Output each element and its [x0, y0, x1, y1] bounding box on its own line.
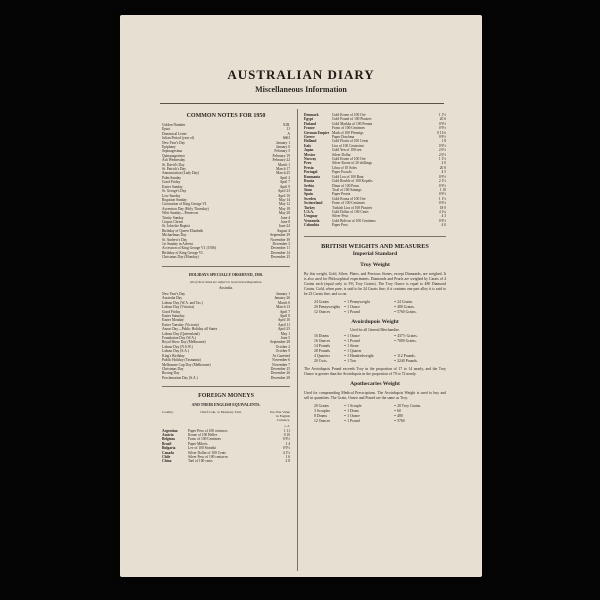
apothecaries-row-col1: 8 Drams — [314, 413, 327, 418]
currency-row-col3: 4 0 — [441, 223, 446, 228]
currency-row-col3: 20 6 — [439, 117, 446, 122]
holiday-row-label: Foundation Day (W.A.) — [162, 336, 197, 341]
foreign-moneys-title: FOREIGN MONEYS — [198, 393, 254, 400]
holiday-row-value: March 13 — [276, 305, 290, 310]
currency-row-col2: Gold Bolivar of 100 Centimos — [332, 218, 376, 223]
currency-row-col1: Greece — [304, 135, 315, 140]
avoirdupois-row-col2: = 1 Stone — [344, 343, 359, 348]
common-note-row-value: February 19 — [272, 153, 290, 158]
money-row-col1: Chile — [162, 454, 171, 459]
common-note-row-value: February 5 — [274, 149, 290, 154]
common-note-row-label: Birthday of Queen Elizabeth — [162, 228, 204, 233]
currency-row — [304, 223, 446, 227]
money-row-col1: Brazil — [162, 441, 172, 446]
currency-row-col2: Gold Krone of 100 Ore — [332, 157, 366, 162]
common-note-row-label: Corpus Christi — [162, 219, 184, 224]
troy-row-col1: 20 Pennyweights — [314, 304, 341, 309]
apothecaries-row — [304, 419, 446, 424]
currency-row-col1: Colombia — [304, 223, 319, 228]
currency-row-col3: 2 1½ — [438, 179, 446, 184]
currency-row-col3: 0 9½ — [438, 183, 446, 188]
currency-units: s. d. — [284, 424, 290, 429]
common-note-row-label: Low Sunday — [162, 193, 181, 198]
common-note-row-label: Rogation Sunday — [162, 197, 187, 202]
common-note-row-label: Epiphany — [162, 145, 176, 150]
currency-row-col3: 20 0 — [439, 165, 446, 170]
common-note-row-value: May 18 — [278, 206, 290, 211]
common-note-row-label: St. David's Day — [162, 162, 185, 167]
holiday-row-label: Labour Day (Queensland) — [162, 331, 200, 336]
common-notes-list — [162, 123, 290, 260]
currency-row-col3: 0 9½ — [438, 135, 446, 140]
common-note-row-label: Whit Sunday—Pentecost — [162, 211, 199, 216]
money-row-col3: 2 8 — [285, 459, 290, 464]
left-column — [162, 113, 290, 464]
holiday-row-value: September 28 — [270, 340, 290, 345]
currency-row-col3: 2 0½ — [438, 148, 446, 153]
currency-row-col1: Portugal — [304, 170, 318, 175]
holidays-title: HOLIDAYS SPECIALLY OBSERVED, 1950. — [188, 272, 264, 277]
avoirdupois-row-col2: = 1 Quarter — [344, 348, 362, 353]
common-note-row-label: Christmas Day (Monday) — [162, 255, 199, 260]
money-row-col2: Paper Peso of 100 centavos — [188, 428, 228, 433]
common-note-row-value: May 12 — [278, 202, 290, 207]
troy-row-col3: = 480 Grains. — [394, 304, 415, 309]
currency-row-col3: 18 0 — [439, 205, 446, 210]
common-note-row-value: April 2 — [279, 175, 290, 180]
troy-row — [304, 310, 446, 315]
currency-row-col2: Gold Dollar of 100 Cents — [332, 209, 369, 214]
common-note-row-value: April 23 — [277, 189, 290, 194]
money-row-col1: Belgium — [162, 437, 175, 442]
money-row-col2: Tael of 100 cents — [188, 459, 213, 464]
common-note-row-label: Good Friday — [162, 180, 181, 185]
holiday-row-label: Australia Day — [162, 296, 183, 301]
avoirdupois-row-col1: 28 Pounds — [314, 348, 330, 353]
holiday-row-value: October 2 — [275, 344, 290, 349]
holiday-row-label: Anzac Day—Public Holiday all States — [162, 327, 218, 332]
common-note-row-label: St. Andrew's Day — [162, 237, 188, 242]
common-note-row-value: January 6 — [276, 145, 290, 150]
common-note-row-label: Accession of King George VI. (1936) — [162, 246, 217, 251]
common-note-row-value: April 7 — [279, 180, 290, 185]
currency-row-col2: Gold Rouble of 100 Kopeks — [332, 179, 373, 184]
col-country: Country. — [162, 410, 174, 415]
apothecaries-description: Used for compounding Medical Prescriptions. The Avoirdupois Weight is used to buy and sell in quantities. The Grain, Ounce and Pound are the same as Troy. — [304, 390, 446, 400]
common-note-row-value: April 16 — [277, 193, 290, 198]
currency-row-col1: German Empire — [304, 130, 330, 135]
common-note-row-label: Trinity Sunday — [162, 215, 184, 220]
common-note-row-label: Julian Period (year of) — [162, 136, 195, 141]
money-row-col2: Silver Peso of 100 centavos — [188, 454, 228, 459]
apothecaries-row-col2: = 1 Scruple — [344, 403, 362, 408]
currency-row-col2: Mark of 100 Pfennigs — [332, 130, 364, 135]
currency-row-col3: 1 1½ — [438, 113, 446, 117]
avoirdupois-description: The Avoirdupois Pound exceeds Troy in the proportion of 17 to 14 nearly, and the Troy Ounce is greater than the Avoirdupois in the proportion of 79 to 72 nearly. — [304, 366, 446, 376]
common-note-row-label: 1st Sunday in Advent — [162, 241, 193, 246]
currency-row-col3: 4 1¼ — [438, 209, 446, 214]
currency-row-col1: Holland — [304, 139, 317, 144]
currency-row-col1: France — [304, 126, 315, 131]
currency-row-col1: Italy — [304, 143, 312, 148]
currency-row-col3: 4 5 — [441, 170, 446, 175]
currency-row-col3: 4 3 — [441, 214, 446, 219]
foreign-moneys-list — [162, 429, 290, 464]
common-note-row-label: Quinquagesima — [162, 153, 185, 158]
currency-row-col1: Mexico — [304, 152, 316, 157]
currency-row-col2: Dinar of 100 Paras — [332, 183, 360, 188]
apothecaries-title: Apothecaries Weight — [350, 380, 400, 387]
currency-row-col2: Paper Peso — [332, 223, 348, 228]
common-note-row-value: August 4 — [276, 228, 290, 233]
money-row-col2: Silver Dollar of 100 Cents — [188, 450, 226, 455]
currency-row-col1: Spain — [304, 192, 313, 197]
holiday-row-value: January 1 — [276, 292, 290, 296]
holiday-row-value: June 5 — [280, 336, 290, 341]
common-note-row-value: A — [287, 131, 290, 136]
currency-row-col3: 0 9½ — [438, 121, 446, 126]
money-row-col1: Austria — [162, 432, 174, 437]
common-note-row-label: Easter Sunday — [162, 184, 183, 189]
avoirdupois-row-col1: 20 Cwts. — [314, 358, 328, 363]
holiday-row-label: Boxing Day — [162, 371, 180, 376]
apothecaries-row-col3: = 20 Troy Grains. — [394, 403, 422, 408]
common-note-row-label: Annunciation (Lady Day) — [162, 171, 200, 176]
currency-row-col3: 0 9½ — [438, 174, 446, 179]
money-row-col1: Bulgaria — [162, 446, 176, 451]
holiday-row-label: Royal Show Day (Melbourne) — [162, 340, 206, 345]
money-row-col3: 0 9½ — [282, 437, 290, 442]
common-note-row-value: January 1 — [276, 140, 290, 145]
holiday-row-label: Labour Day (W.A. and Tas.) — [162, 300, 203, 305]
common-note-row-value: September 29 — [270, 233, 290, 238]
holiday-row-label: Good Friday — [162, 309, 181, 314]
money-row-col2: Lev of 100 Stotinki — [188, 446, 217, 451]
currency-row-col2: Gold Yen of 100 sen — [332, 148, 362, 153]
currency-row-col2: Franc of 100 Centimes — [332, 201, 365, 206]
currency-row-col1: Egypt — [304, 117, 314, 122]
avoirdupois-row-col2: = 1 Pound — [344, 338, 360, 343]
holiday-row-label: Labour Day (S.A.) — [162, 349, 189, 354]
common-notes-title: COMMON NOTES FOR 1950 — [186, 113, 266, 119]
apothecaries-row-col2: = 1 Pound — [344, 418, 360, 423]
currency-row-col1: Peru — [304, 161, 312, 166]
common-note-row-value: June 8 — [280, 219, 290, 224]
holiday-row-value: March 6 — [277, 300, 290, 305]
currency-row-col3: 1 10 — [439, 187, 446, 192]
troy-title: Troy Weight — [360, 261, 390, 268]
troy-description: By this weight, Gold, Silver, Plates, and Precious Stones, except Diamonds, are weighed. It is also used for Philosophical experiments. Diamonds and Pearls are weighed by Carats of 4 Grains each (equal only to 3⅕ Troy Grains). The Troy Ounce is equal to 480 Diamond Grains. Gold, when pure, is said to be 24 Carats fine; if it contains one part alloy it is said to be 23 Carats fine, and so on. — [304, 271, 446, 296]
avoirdupois-row-col2: = 1 Hundredweight — [344, 353, 374, 358]
money-row-col3: 1 11 — [283, 428, 290, 433]
holiday-row-value: April 10 — [277, 318, 290, 323]
currency-row-col1: Denmark — [304, 113, 319, 117]
avoirdupois-row-col3: = 112 Pounds. — [394, 353, 416, 358]
currency-row-col3: 2 0½ — [438, 152, 446, 157]
common-note-row-label: Dominical Letter — [162, 131, 187, 136]
right-column — [304, 113, 446, 424]
common-note-row-value: December 14 — [270, 250, 290, 255]
holiday-row-label: King's Birthday — [162, 353, 185, 358]
money-row-col2: Paper Milreis — [188, 441, 208, 446]
money-row-col3: 1 4 — [285, 441, 290, 446]
money-row-col2: Franc of 100 Centimes — [188, 437, 221, 442]
currency-row-col2: Gold Florin of 100 Cents — [332, 139, 369, 144]
section-divider — [162, 386, 290, 387]
holiday-row — [162, 376, 290, 380]
holiday-row-label: Labour Day (Victoria) — [162, 305, 195, 310]
holiday-row-value: April 11 — [278, 322, 290, 327]
currency-row-col2: Paper Escudo — [332, 170, 352, 175]
currency-row-col2: Gold Krone of 100 Ore — [332, 113, 366, 117]
holiday-row-value: April 7 — [279, 309, 290, 314]
currency-row-col1: Uruguay — [304, 214, 318, 219]
common-note-row-value: April 9 — [279, 184, 290, 189]
common-note-row-value: March 25 — [276, 171, 290, 176]
currency-row-col1: Turkey — [304, 205, 316, 210]
currency-row-col3: 0 9½ — [438, 218, 446, 223]
currency-row-col1: Finland — [304, 121, 316, 126]
common-note-row-label: St. Patrick's Day — [162, 167, 186, 172]
common-note-row-label: Epact — [162, 127, 171, 132]
apothecaries-row-col1: 20 Grains — [314, 403, 329, 408]
currency-row-col2: Paper Drachma — [332, 135, 355, 140]
currency-row-col3: 0 11¾ — [437, 130, 446, 135]
currency-row-col2: Tical of 100 Satangs — [332, 187, 362, 192]
common-note-row-value: March 1 — [277, 162, 290, 167]
holiday-row-value: As Gazetted — [272, 353, 290, 358]
money-row-col3: 1 6 — [285, 454, 290, 459]
holiday-row-value: May 1 — [280, 331, 290, 336]
currency-row-col1: Roumania — [304, 174, 320, 179]
avoirdupois-table — [304, 334, 446, 364]
common-note-row-value: December 25 — [270, 255, 290, 260]
avoirdupois-note: Used for all General Merchandise. — [350, 327, 400, 332]
common-note-row-value: 11 — [286, 127, 290, 132]
currency-row-col1: Persia — [304, 165, 314, 170]
common-note-row-value: June 4 — [280, 215, 290, 220]
avoirdupois-row-col3: = 437½ Grains. — [394, 333, 418, 338]
common-note-row-label: St. John the Baptist — [162, 224, 190, 229]
avoirdupois-row-col1: 16 Ounces — [314, 338, 331, 343]
currency-row-col3: 0 9½ — [438, 126, 446, 131]
apothecaries-row-col1: 3 Scruples — [314, 408, 330, 413]
column-divider — [297, 109, 298, 571]
troy-row-col2: = 1 Pennyweight — [344, 299, 370, 304]
apothecaries-table — [304, 404, 446, 424]
holiday-row-value: December 28 — [270, 375, 290, 380]
currency-row-col2: Gold Krona of 100 Ore — [332, 196, 366, 201]
foreign-moneys-subtitle: AND THEIR ENGLISH EQUIVALENTS. — [191, 403, 261, 408]
common-note-row — [162, 255, 290, 259]
holiday-row-label: Easter Tuesday (Victoria) — [162, 322, 199, 327]
diary-page — [120, 15, 482, 577]
header-divider — [160, 103, 444, 104]
holiday-row-label: Proclamation Day (S.A.) — [162, 375, 198, 380]
avoirdupois-row — [304, 359, 446, 364]
money-row-col1: Canada — [162, 450, 174, 455]
holidays-list — [162, 292, 290, 380]
holiday-row-value: October 9 — [275, 349, 290, 354]
apothecaries-row-col3: = 60 — [394, 408, 401, 413]
holidays-note: All of these listed are subject to Government Regulation. — [189, 279, 263, 284]
holiday-row-label: Easter Saturday — [162, 314, 185, 319]
common-note-row-value: March 17 — [276, 167, 290, 172]
common-note-row-label: Ascension Day (Holy Thursday) — [162, 206, 209, 211]
holiday-row-label: Public Holiday (Tasmania) — [162, 358, 201, 363]
col-coin: Chief Coin, or Monetary Unit. — [200, 410, 242, 415]
common-note-row-value: May 14 — [278, 197, 290, 202]
money-row-col3: 0 10 — [283, 432, 290, 437]
currency-row-col3: 0 9½ — [438, 192, 446, 197]
common-note-row-label: Michaelmas Day — [162, 233, 187, 238]
currency-row-col1: U.S.A. — [304, 209, 314, 214]
holiday-row-label: Melbourne Cup Day (Melbourne) — [162, 362, 211, 367]
common-note-row-value: May 28 — [278, 211, 290, 216]
common-note-row-label: New Year's Day — [162, 140, 186, 145]
troy-row-col3: = 24 Grains. — [394, 299, 413, 304]
currency-row-col1: Norway — [304, 157, 317, 162]
avoirdupois-row-col1: 14 Pounds — [314, 343, 330, 348]
currency-row-col2: Gold Leu of 100 Bani — [332, 174, 364, 179]
common-note-row-value: June 24 — [278, 224, 290, 229]
avoirdupois-row-col3: = 2240 Pounds. — [394, 358, 418, 363]
money-row-col2: Krone of 100 Heller — [188, 432, 218, 437]
money-row-col3: 0 9½ — [282, 446, 290, 451]
currency-row-col1: Venezuela — [304, 218, 320, 223]
common-note-row-value: XIII. — [282, 123, 290, 127]
apothecaries-row-col3: = 5760 — [394, 418, 405, 423]
troy-row-col3: = 5760 Grains. — [394, 309, 417, 314]
avoirdupois-title: Avoirdupois Weight — [351, 318, 399, 325]
holiday-row-value: November 6 — [272, 358, 290, 363]
apothecaries-row-col2: = 1 Dram — [344, 408, 359, 413]
money-row — [162, 459, 290, 463]
currency-row-col1: Sweden — [304, 196, 316, 201]
holiday-row-value: November 7 — [272, 362, 290, 367]
apothecaries-row-col1: 12 Ounces — [314, 418, 331, 423]
currency-row-col2: Silver Dollar — [332, 152, 351, 157]
common-note-row-label: Golden Number — [162, 123, 186, 127]
money-row-col3: 4 1½ — [282, 450, 290, 455]
avoirdupois-row-col2: = 1 Ounce — [344, 333, 360, 338]
currency-row-col1: Serbia — [304, 183, 314, 188]
apothecaries-row-col2: = 1 Ounce — [344, 413, 360, 418]
holiday-row-label: Christmas Day — [162, 366, 184, 371]
money-row-col1: China — [162, 459, 172, 464]
currency-list — [304, 113, 446, 228]
currency-row-col2: Silver Peso — [332, 214, 349, 219]
avoirdupois-row-col1: 16 Drams — [314, 333, 329, 338]
page-title: AUSTRALIAN DIARY — [227, 67, 375, 82]
common-note-row-label: Birthday of King George VI. — [162, 250, 204, 255]
currency-row-col1: Japan — [304, 148, 314, 153]
common-note-row-value: 6663 — [282, 136, 290, 141]
common-note-row-label: St. George's Day — [162, 189, 187, 194]
avoirdupois-row-col2: = 1 Ton — [344, 358, 356, 363]
currency-row-col3: 2 0 — [441, 161, 446, 166]
holiday-row-value: April 25 — [277, 327, 290, 332]
section-divider — [162, 266, 290, 267]
troy-row-col2: = 1 Pound — [344, 309, 360, 314]
common-note-row-label: Coronation of King George VI. — [162, 202, 208, 207]
weights-title: BRITISH WEIGHTS AND MEASURES — [321, 242, 429, 250]
holidays-region: Australia. — [218, 285, 234, 290]
currency-row-col3: 1 8 — [441, 139, 446, 144]
common-note-row-label: Septuagesima — [162, 149, 182, 154]
common-note-row-value: December 11 — [270, 246, 290, 251]
currency-row-col3: 1 1½ — [438, 157, 446, 162]
currency-row-col2: Gold Pound of 100 Piastres — [332, 117, 372, 122]
holiday-row-label: New Year's Day — [162, 292, 186, 296]
foreign-moneys-header — [162, 410, 290, 422]
apothecaries-row-col3: = 480 — [394, 413, 403, 418]
common-note-row-value: December 3 — [272, 241, 290, 246]
currency-row-col2: Franc of 100 Centimes — [332, 126, 365, 131]
holiday-row-value: December 26 — [270, 371, 290, 376]
currency-row-col1: Switzerland — [304, 201, 323, 206]
col-value: Pre-War Value in English Currency. — [270, 410, 290, 423]
currency-row-col2: Silver Krone of 20 shillings — [332, 161, 372, 166]
currency-row-col1: Russia — [304, 179, 315, 184]
currency-row-col2: Lira of 100 Centesimi — [332, 143, 364, 148]
holiday-row-label: Labour Day (N.S.W.) — [162, 344, 193, 349]
holiday-row-value: December 25 — [270, 366, 290, 371]
money-row-col1: Argentina — [162, 428, 178, 433]
common-note-row-value: February 22 — [272, 158, 290, 163]
holiday-row-value: April 8 — [279, 314, 290, 319]
currency-row-col2: Paper Peseta — [332, 192, 351, 197]
currency-row-col2: Libra of 10 Soles — [332, 165, 357, 170]
troy-row-col2: = 1 Ounce — [344, 304, 360, 309]
currency-row-col2: Turkish Lira of 100 Piastres — [332, 205, 373, 210]
weights-subtitle: Imperial Standard — [352, 250, 398, 257]
common-note-row-label: Palm Sunday — [162, 175, 182, 180]
section-divider — [304, 236, 446, 237]
currency-row-col3: 0 9½ — [438, 201, 446, 206]
currency-row-col2: Gold Markka of 100 Pennia — [332, 121, 373, 126]
avoirdupois-row-col3: = 7000 Grains. — [394, 338, 417, 343]
currency-row-col1: Siam — [304, 187, 312, 192]
troy-table — [304, 300, 446, 315]
troy-row-col1: 12 Ounces — [314, 309, 331, 314]
holiday-row-value: January 26 — [274, 296, 290, 301]
avoirdupois-row-col1: 4 Quarters — [314, 353, 330, 358]
troy-row-col1: 24 Grains — [314, 299, 329, 304]
currency-row-col3: 1 1½ — [438, 196, 446, 201]
common-note-row-label: Ash Wednesday — [162, 158, 186, 163]
common-note-row-value: November 30 — [270, 237, 290, 242]
page-subtitle: Miscellaneous Information — [255, 85, 347, 94]
currency-row-col3: 0 9½ — [438, 143, 446, 148]
holiday-row-label: Easter Monday — [162, 318, 184, 323]
